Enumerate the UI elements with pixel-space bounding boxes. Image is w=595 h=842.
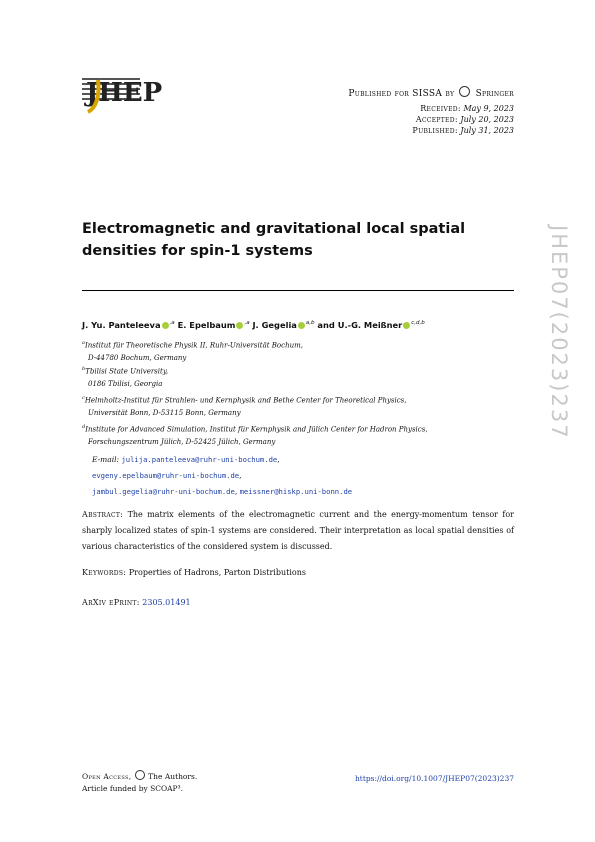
email-label: E-mail: <box>92 455 120 464</box>
affiliation: $^a$Institut für Theoretische Physik II, Ruhr-Universität Bochum, D-44780 Bochum, Germany <box>82 340 303 363</box>
received-date: May 9, 2023 <box>463 104 514 113</box>
copyright-text: The Authors. <box>148 772 198 781</box>
title-line-1: Electromagnetic and gravitational local spatial <box>82 221 466 237</box>
open-access-label: Open Access, <box>82 772 132 781</box>
author-sup: a <box>171 320 175 327</box>
side-stamp <box>542 225 582 515</box>
side-stamp-text: JHEP07(2023)237 <box>547 225 571 440</box>
orcid-icon[interactable] <box>236 322 243 329</box>
author-name: J. Yu. Panteleeva <box>82 320 161 330</box>
orcid-icon[interactable] <box>162 322 169 329</box>
keywords-text: Properties of Hadrons, Parton Distributions <box>128 568 306 577</box>
author-list: J. Yu. Panteleeva $^{,a}$ E. Epelbaum $^{,a}$ J. Gegelia $^{a,b}$ and U.-G. Meißner $^{c,d,b}$ <box>82 320 425 330</box>
published-label: Published: <box>412 126 458 135</box>
keywords-label: Keywords: <box>82 568 127 577</box>
paper-title <box>82 218 502 262</box>
published-prefix: Published for SISSA by <box>348 89 455 99</box>
title-line-2: densities for spin-1 systems <box>82 243 313 259</box>
jhep-logo <box>82 74 163 114</box>
keywords <box>82 568 514 577</box>
email-link[interactable]: jambul.gegelia@ruhr-uni-bochum.de <box>92 487 235 496</box>
arxiv-label: ArXiv ePrint: <box>82 598 140 607</box>
affiliation: $^c$Helmholtz-Institut für Strahlen- und Kernphysik and Bethe Center for Theoretical Physics, Universität Bonn, D-53115 Bonn, Germany <box>82 395 407 418</box>
orcid-icon[interactable] <box>403 322 410 329</box>
abstract <box>82 507 514 555</box>
arxiv-link[interactable]: 2305.01491 <box>142 598 191 607</box>
email-link[interactable]: julija.panteleeva@ruhr-uni-bochum.de <box>121 455 278 464</box>
email-link[interactable]: meissner@hiskp.uni-bonn.de <box>239 487 353 496</box>
publisher-line <box>300 86 514 99</box>
funding-text: Article funded by SCOAP³. <box>82 784 183 793</box>
author-sup: c,d,b <box>411 320 425 327</box>
publisher-name: Springer <box>475 89 514 99</box>
author-name: E. Epelbaum <box>177 320 236 330</box>
logo-text: JHEP <box>86 78 163 108</box>
title-rule <box>82 290 514 291</box>
footer-license <box>82 770 282 795</box>
email-block: E-mail: julija.panteleeva@ruhr-uni-bochum.de, evgeny.epelbaum@ruhr-uni-bochum.de, jambul.gegelia@ruhr-uni-bochum.de, meissner@hiskp.uni-bonn.de <box>92 455 353 496</box>
email-link[interactable]: evgeny.epelbaum@ruhr-uni-bochum.de <box>92 471 240 480</box>
received-label: Received: <box>420 104 461 113</box>
cc-icon <box>135 770 145 780</box>
arxiv-eprint <box>82 598 514 607</box>
author-name: J. Gegelia <box>252 320 297 330</box>
author-sup: a <box>246 320 250 327</box>
published-date: July 31, 2023 <box>460 126 514 135</box>
author-name: U.-G. Meißner <box>337 320 403 330</box>
springer-icon <box>459 86 470 97</box>
affiliation: $^b$Tbilisi State University, 0186 Tbilisi, Georgia <box>82 366 169 389</box>
dates-block <box>330 103 514 136</box>
doi-link[interactable]: https://doi.org/10.1007/JHEP07(2023)237 <box>354 774 514 783</box>
author-sup: a,b <box>305 320 315 327</box>
abstract-label: Abstract: <box>82 510 124 519</box>
accepted-label: Accepted: <box>415 115 458 124</box>
affiliation: $^d$Institute for Advanced Simulation, Institut für Kernphysik and Jülich Center for Hadron Physics, Forschungszentrum Jülich, D-52425 Jülich, Germany <box>82 424 428 447</box>
accepted-date: July 20, 2023 <box>460 115 514 124</box>
abstract-text: The matrix elements of the electromagnetic current and the energy-momentum tensor for sharply localized states of spin-1 systems are considered. Their interpretation as local spatial densities of various characteristics of the considered system is discussed. <box>82 510 515 551</box>
orcid-icon[interactable] <box>298 322 305 329</box>
